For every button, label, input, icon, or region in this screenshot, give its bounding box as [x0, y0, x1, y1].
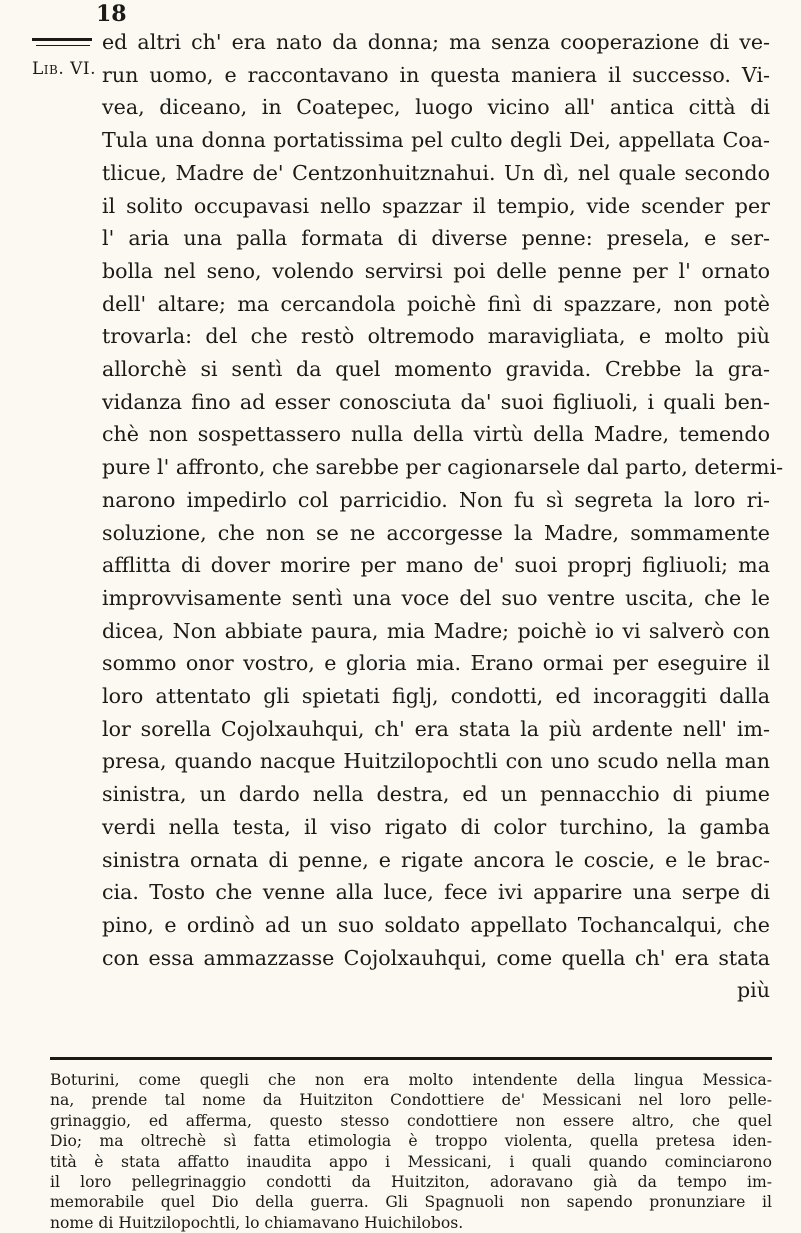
text-line: più	[736, 978, 770, 1003]
text-line: trovarla: del che restò oltremodo maravigliata, e molto più	[102, 324, 770, 349]
text-line: vea, diceano, in Coatepec, luogo vicino all' antica città di	[102, 95, 770, 120]
text-line: presa, quando nacque Huitzilopochtli con uno scudo nella man	[102, 749, 770, 774]
text-line: verdi nella testa, il viso rigato di color turchino, la gamba	[102, 814, 770, 839]
footnote-line: Dio; ma oltrechè sì fatta etimologia è troppo violenta, quella pretesa iden-	[50, 1132, 772, 1151]
text-line: pure l' affronto, che sarebbe per cagionarsele dal parto, determi-	[102, 455, 784, 480]
text-line: tlicue, Madre de' Centzonhuitznahui. Un dì, nel quale secondo	[102, 160, 770, 185]
text-line: bolla nel seno, volendo servirsi poi delle penne per l' ornato	[102, 258, 770, 283]
text-line: il solito occupavasi nello spazzar il tempio, vide scender per	[102, 193, 770, 218]
text-line: afflitta di dover morire per mano de' suoi proprj figliuoli; ma	[102, 553, 770, 578]
text-line: loro attentato gli spietati figlj, condotti, ed incoraggiti dalla	[102, 684, 770, 709]
footnote-line: il loro pellegrinaggio condotti da Huitziton, adoravano già da tempo im-	[50, 1173, 772, 1192]
header-rule-thin	[36, 45, 90, 46]
text-line: Tula una donna portatissima pel culto degli Dei, appellata Coa-	[102, 128, 770, 153]
text-line: con essa ammazzasse Cojolxauhqui, come quella ch' era stata	[102, 945, 770, 970]
page-number: 18	[96, 1, 127, 27]
text-line: vidanza fino ad esser conosciuta da' suoi figliuoli, i quali ben-	[102, 389, 770, 414]
marginal-book-note: Lib. VI.	[32, 59, 97, 79]
text-line: chè non sospettassero nulla della virtù della Madre, temendo	[102, 422, 770, 447]
footnote-line: grinaggio, ed afferma, questo stesso condottiere non essere altro, che quel	[50, 1111, 772, 1130]
text-line: improvvisamente sentì una voce del suo ventre uscita, che le	[102, 585, 770, 610]
text-line: ed altri ch' era nato da donna; ma senza cooperazione di ve-	[102, 30, 770, 54]
footnote-line: Boturini, come quegli che non era molto intendente della lingua Messica-	[50, 1071, 772, 1089]
text-line: sommo onor vostro, e gloria mia. Erano ormai per eseguire il	[102, 651, 770, 676]
text-line: dell' altare; ma cercandola poichè finì di spazzare, non potè	[102, 291, 770, 316]
text-line: pino, e ordinò ad un suo soldato appellato Tochancalqui, che	[102, 912, 770, 937]
text-line: sinistra ornata di penne, e rigate ancora le coscie, e le brac-	[102, 847, 770, 872]
main-text-block	[102, 26, 784, 1007]
text-line: soluzione, che non se ne accorgesse la Madre, sommamente	[102, 520, 770, 545]
text-line: narono impedirlo col parricidio. Non fu sì segreta la loro ri-	[102, 487, 770, 512]
text-line: l' aria una palla formata di diverse penne: presela, e ser-	[102, 226, 770, 251]
footnote-line: na, prende tal nome da Huitziton Condottiere de' Messicani nel loro pelle-	[50, 1091, 772, 1110]
text-line: cia. Tosto che venne alla luce, fece ivi apparire una serpe di	[102, 880, 770, 905]
footnote-line: memorabile quel Dio della guerra. Gli Spagnuoli non sapendo pronunziare il	[50, 1193, 772, 1212]
footnote-separator	[50, 1057, 772, 1060]
text-line: dicea, Non abbiate paura, mia Madre; poichè io vi salverò con	[102, 618, 770, 643]
text-line: allorchè si sentì da quel momento gravida. Crebbe la gra-	[102, 357, 770, 382]
footnote-line: nome di Huitzilopochtli, lo chiamavano Huichilobos.	[50, 1213, 464, 1232]
text-line: sinistra, un dardo nella destra, ed un pennacchio di piume	[102, 782, 770, 807]
footnote-line: tità è stata affatto inaudita appo i Messicani, i quali quando cominciarono	[50, 1152, 772, 1171]
footnote-block	[50, 1070, 772, 1233]
header-rule	[32, 38, 92, 41]
text-line: run uomo, e raccontavano in questa maniera il successo. Vi-	[102, 62, 770, 87]
text-line: lor sorella Cojolxauhqui, ch' era stata la più ardente nell' im-	[102, 716, 770, 741]
